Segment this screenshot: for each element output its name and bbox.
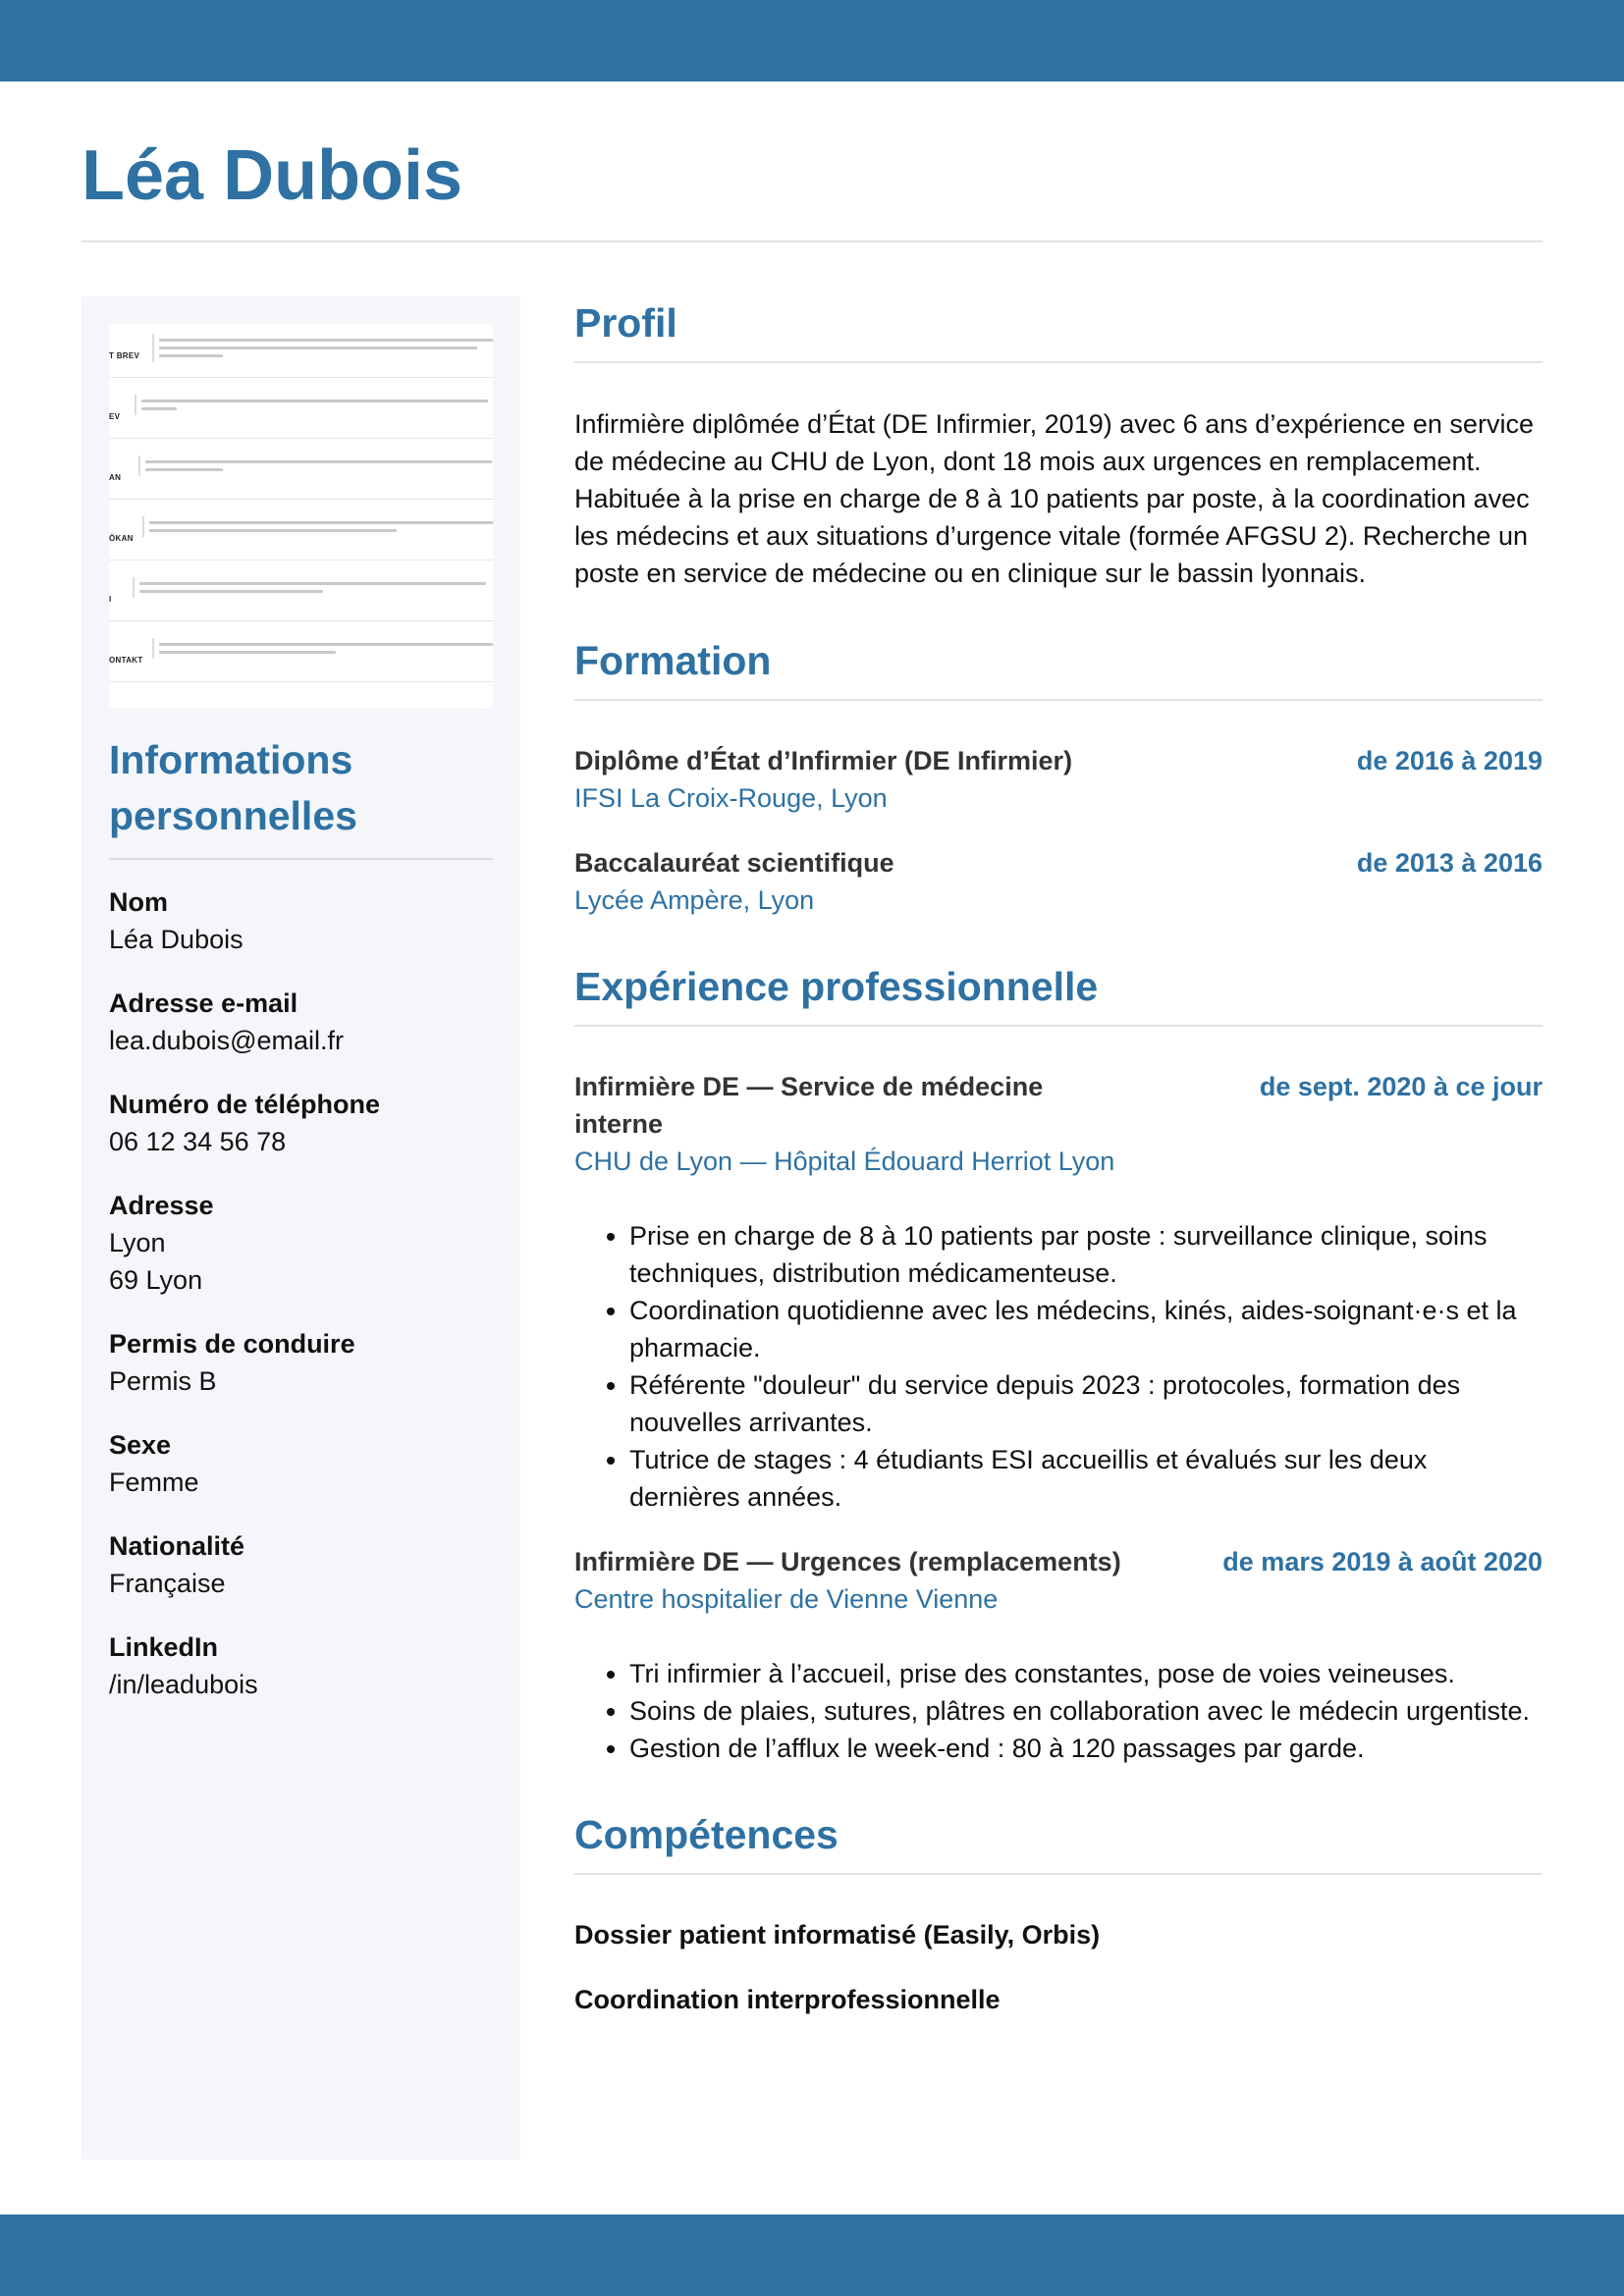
sidebar xyxy=(81,296,520,2160)
info-nationality xyxy=(109,1527,493,1602)
info-label: LinkedIn xyxy=(109,1632,219,1662)
skill-item: Dossier patient informatisé (Easily, Orbis) xyxy=(574,1920,1101,1949)
candidate-name: Léa Dubois xyxy=(81,136,463,215)
info-gender xyxy=(109,1426,493,1501)
info-linkedin xyxy=(109,1629,493,1703)
info-label: Numéro de téléphone xyxy=(109,1090,381,1119)
entry-dates: de 2016 à 2019 xyxy=(1356,746,1543,775)
info-value: Française xyxy=(109,1569,226,1598)
bullet-item: • Gestion de l’afflux le week-end : 80 à 120 passages par garde. xyxy=(629,1730,1543,1767)
info-label: Sexe xyxy=(109,1430,172,1460)
bullet-item: • Prise en charge de 8 à 10 patients par poste : surveillance clinique, soins techniques, distribution médicamenteuse. xyxy=(629,1217,1543,1292)
entry-title: Baccalauréat scientifique xyxy=(574,848,894,878)
snippet-row xyxy=(109,507,493,561)
snippet-tag: ONTAKT xyxy=(109,656,143,665)
bullet-item: • Tri infirmier à l’accueil, prise des constantes, pose de voies veineuses. xyxy=(629,1655,1543,1692)
personal-info-divider xyxy=(109,858,493,860)
experience-title: Expérience professionnelle xyxy=(574,964,1099,1009)
info-value: Lyon xyxy=(109,1228,166,1257)
info-label: Nom xyxy=(109,887,168,917)
section-divider xyxy=(574,361,1543,363)
skills-section xyxy=(574,1808,1543,2018)
snippet-row xyxy=(109,628,493,682)
info-value: Femme xyxy=(109,1468,199,1497)
education-title: Formation xyxy=(574,638,772,683)
experience-entry xyxy=(574,1068,1543,1516)
entry-dates: de sept. 2020 à ce jour xyxy=(1259,1072,1543,1101)
name-divider xyxy=(81,240,1543,242)
snippet-quote xyxy=(135,395,493,415)
info-value: Léa Dubois xyxy=(109,925,244,954)
info-address xyxy=(109,1187,493,1299)
snippet-quote xyxy=(133,577,493,598)
section-divider xyxy=(574,699,1543,701)
snippet-tag: AN xyxy=(109,473,122,482)
info-value: Permis B xyxy=(109,1366,217,1396)
snippet-tag: ÖKAN xyxy=(109,534,134,543)
sidebar-photo xyxy=(109,324,493,708)
top-banner xyxy=(0,0,1624,81)
entry-bullets xyxy=(574,1655,1543,1767)
bullet-item: • Tutrice de stages : 4 étudiants ESI accueillis et évalués sur les deux dernières années. xyxy=(629,1441,1543,1516)
snippet-quote xyxy=(142,516,493,537)
bullet-item: • Coordination quotidienne avec les médecins, kinés, aides-soignant·e·s et la pharmacie. xyxy=(629,1292,1543,1366)
snippet-row xyxy=(109,385,493,439)
snippet-quote xyxy=(152,638,493,659)
profile-title: Profil xyxy=(574,300,677,346)
entry-dates: de 2013 à 2016 xyxy=(1356,848,1543,878)
entry-dates: de mars 2019 à août 2020 xyxy=(1222,1547,1543,1576)
entry-title: Diplôme d’État d’Infirmier (DE Infirmier) xyxy=(574,746,1073,775)
personal-info-title: Informations personnelles xyxy=(109,737,357,839)
bullet-item: • Soins de plaies, sutures, plâtres en collaboration avec le médecin urgentiste. xyxy=(629,1692,1543,1730)
info-value: lea.dubois@email.fr xyxy=(109,1026,345,1055)
snippet-quote xyxy=(152,334,493,362)
education-entry xyxy=(574,742,1543,817)
entry-org: IFSI La Croix-Rouge, Lyon xyxy=(574,783,888,813)
section-divider xyxy=(574,1873,1543,1875)
info-phone xyxy=(109,1086,493,1160)
snippet-row xyxy=(109,567,493,621)
experience-section xyxy=(574,960,1543,1767)
info-label: Nationalité xyxy=(109,1531,245,1561)
info-email xyxy=(109,985,493,1059)
snippet-row xyxy=(109,446,493,500)
info-license xyxy=(109,1325,493,1400)
info-name xyxy=(109,883,493,958)
entry-title: Infirmière DE — Urgences (remplacements) xyxy=(574,1547,1121,1576)
profile-text: Infirmière diplômée d’État (DE Infirmier, 2019) avec 6 ans d’expérience en service de médecine au CHU de Lyon, dont 18 mois aux urgences en remplacement. Habituée à la prise en charge de 8 à 10 patients par poste, à la coordination avec les médecins et aux situations d’urgence vitale (formée AFGSU 2). Recherche un poste en service de médecine ou en clinique sur le bassin lyonnais. xyxy=(574,409,1534,588)
profile-section xyxy=(574,296,1543,592)
info-label: Adresse xyxy=(109,1191,214,1220)
education-section xyxy=(574,634,1543,919)
entry-org: Centre hospitalier de Vienne Vienne xyxy=(574,1584,999,1614)
snippet-tag: EV xyxy=(109,412,121,421)
info-label: Permis de conduire xyxy=(109,1329,355,1359)
entry-org: CHU de Lyon — Hôpital Édouard Herriot Lyon xyxy=(574,1147,1115,1176)
snippet-row xyxy=(109,324,493,378)
education-entry xyxy=(574,844,1543,919)
bottom-banner xyxy=(0,2215,1624,2296)
main-content xyxy=(574,296,1543,2018)
section-divider xyxy=(574,1025,1543,1027)
info-value: /in/leadubois xyxy=(109,1670,258,1699)
skill-item: Coordination interprofessionnelle xyxy=(574,1985,1001,2014)
snippet-quote xyxy=(138,455,493,476)
personal-info-list xyxy=(109,883,493,1730)
snippet-tag: I xyxy=(109,595,112,604)
info-label: Adresse e-mail xyxy=(109,988,298,1018)
snippet-tag: T BREV xyxy=(109,351,140,360)
bullet-item: • Référente "douleur" du service depuis 2023 : protocoles, formation des nouvelles arrivantes. xyxy=(629,1366,1543,1441)
entry-bullets xyxy=(574,1217,1543,1516)
entry-org: Lycée Ampère, Lyon xyxy=(574,885,815,915)
info-value-line2: 69 Lyon xyxy=(109,1265,203,1295)
experience-entry xyxy=(574,1543,1543,1767)
info-value: 06 12 34 56 78 xyxy=(109,1127,287,1156)
entry-title: Infirmière DE — Service de médecine interne xyxy=(574,1072,1044,1139)
skills-title: Compétences xyxy=(574,1812,839,1857)
